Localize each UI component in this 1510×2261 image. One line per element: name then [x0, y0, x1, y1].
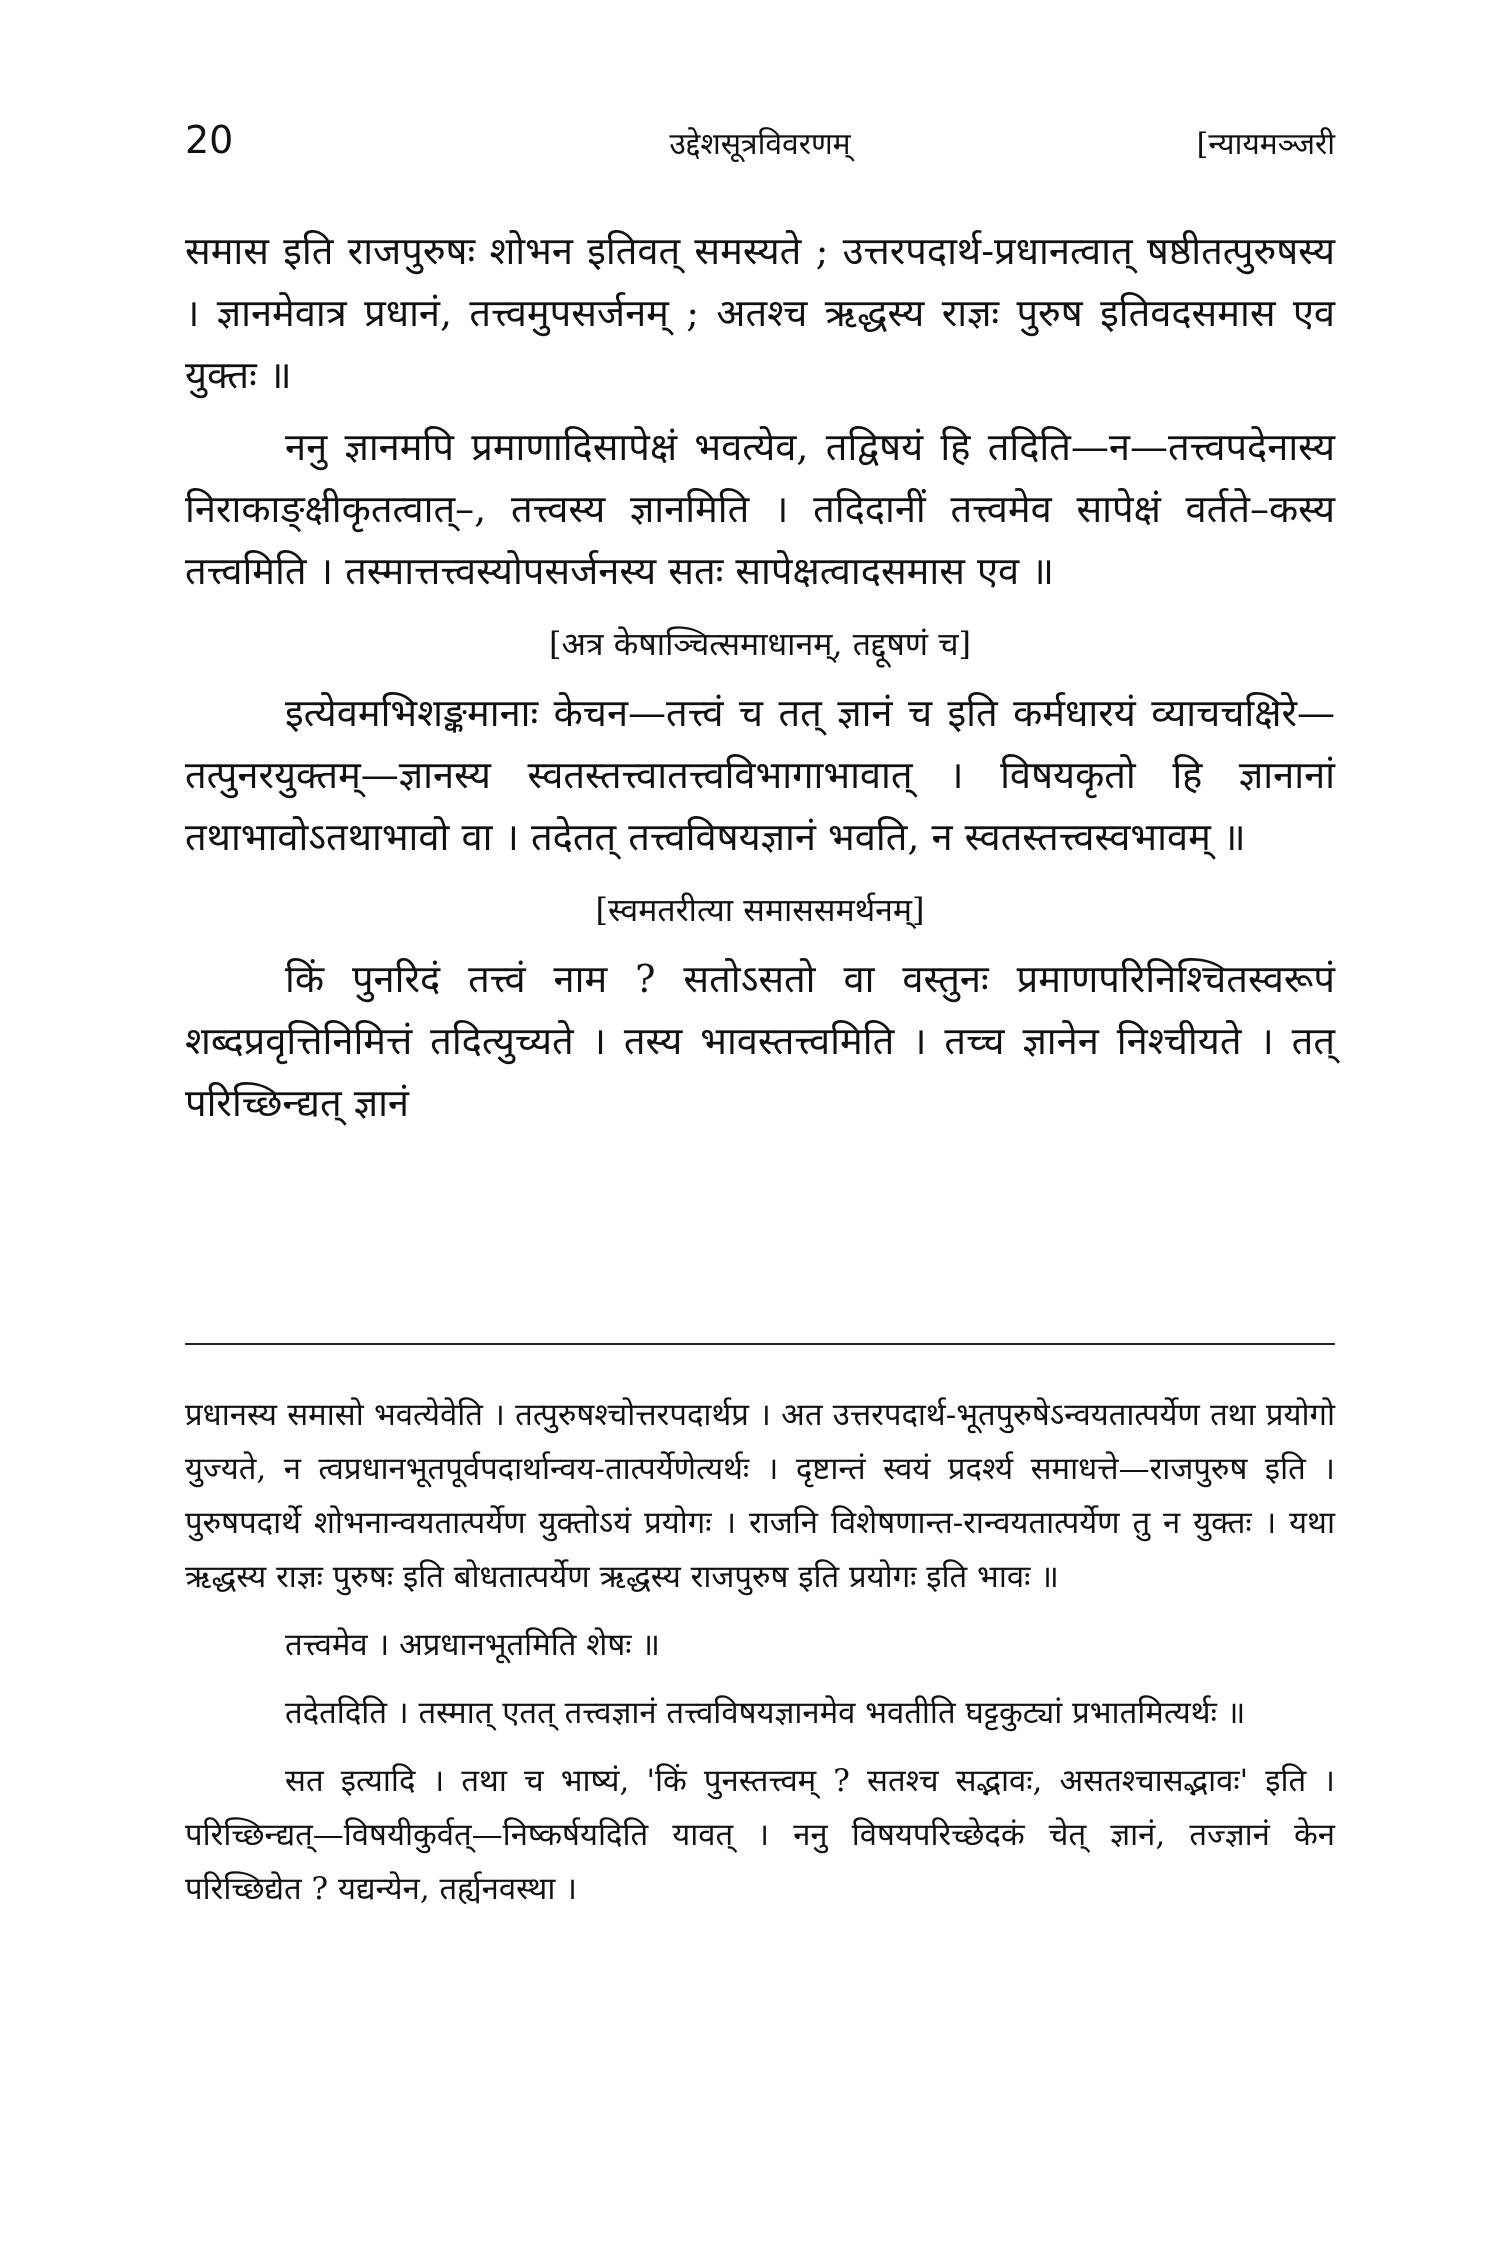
paragraph-3: इत्येवमभिशङ्कमानाः केचन—तत्त्वं च तत् ज्ञानं च इति कर्मधारयं व्याचचक्षिरे—तत्पुनरयुक्तम्—ज्ञानस्य स्वतस्तत्त्वातत्त्वविभागाभावात् । विषयकृतो हि ज्ञानानां तथाभावोऽतथाभावो वा । तदेतत् तत्त्वविषयज्ञानं भवति, न स्वतस्तत्त्वस्वभावम् ॥: [185, 691, 1335, 859]
note-1: प्रधानस्य समासो भवत्येवेति । तत्पुरुषश्चोत्तरपदार्थप्र । अत उत्तरपदार्थ-भूतपुरुषेऽन्वयतात्पर्येण तथा प्रयोगो युज्यते, न त्वप्रधानभूतपूर्वपदार्थान्वय-तात्पर्येणेत्यर्थः । दृष्टान्तं स्वयं प्रदर्श्य समाधत्ते—राजपुरुष इति । पुरुषपदार्थे शोभनान्वयतात्पर्येण युक्तोऽयं प्रयोगः । राजनि विशेषणान्त-रान्वयतात्पर्येण तु न युक्तः । यथा ऋद्धस्य राज्ञः पुरुषः इति बोधतात्पर्येण ऋद्धस्य राजपुरुष इति प्रयोगः इति भावः ॥: [185, 1397, 1335, 1595]
footnote-divider: [185, 1343, 1335, 1345]
book-title: [न्यायमञ्जरी: [1196, 127, 1335, 162]
section-heading-2: [स्वमतरीत्या समाससमर्थनम्]: [595, 891, 925, 929]
paragraph-1: समास इति राजपुरुषः शोभन इतिवत् समस्यते ; उत्तरपदार्थ-प्रधानत्वात् षष्ठीतत्पुरुषस्य । ज्ञानमेवात्र प्रधानं, तत्त्वमुपसर्जनम् ; अतश्च ऋद्धस्य राज्ञः पुरुष इतिवदसमास एव युक्तः ॥: [185, 229, 1335, 397]
section-heading-1: [अत्र केषाञ्चित्समाधानम्, तद्दूषणं च]: [548, 625, 972, 663]
page-header: [185, 118, 1335, 178]
paragraph-2: ननु ज्ञानमपि प्रमाणादिसापेक्षं भवत्येव, तद्विषयं हि तदिति—न—तत्त्वपदेनास्य निराकाङ्क्षीकृतत्वात्–, तत्त्वस्य ज्ञानमिति । तदिदानीं तत्त्वमेव सापेक्षं वर्तते–कस्य तत्त्वमिति । तस्मात्तत्त्वस्योपसर्जनस्य सतः सापेक्षत्वादसमास एव ॥: [185, 425, 1335, 593]
note-3: तदेतदिति । तस्मात् एतत् तत्त्वज्ञानं तत्त्वविषयज्ञानमेव भवतीति घट्टकुट्यां प्रभातमित्यर्थः ॥: [285, 1695, 1246, 1731]
note-4: सत इत्यादि । तथा च भाष्यं, 'किं पुनस्तत्त्वम् ? सतश्च सद्भावः, असतश्चासद्भावः' इति । परिच्छिन्द्यत्—विषयीकुर्वत्—निष्कर्षयदिति यावत् । ननु विषयपरिच्छेदकं चेत् ज्ञानं, तज्ज्ञानं केन परिच्छिद्येत ? यद्यन्येन, तर्ह्यनवस्था ।: [185, 1763, 1335, 1907]
commentary: [185, 1388, 1335, 1922]
note-2: तत्त्वमेव । अप्रधानभूतमिति शेषः ॥: [285, 1627, 660, 1663]
paragraph-4: किं पुनरिदं तत्त्वं नाम ? सतोऽसतो वा वस्तुनः प्रमाणपरिनिश्चितस्वरूपं शब्दप्रवृत्तिनिमित्तं तदित्युच्यते । तस्य भावस्तत्त्वमिति । तच्च ज्ञानेन निश्चीयते । तत् परिच्छिन्द्यत् ज्ञानं: [185, 957, 1335, 1125]
running-title: उद्देशसूत्रविवरणम्: [669, 127, 851, 162]
main-text: [185, 220, 1335, 1134]
page-number: 20: [185, 118, 234, 162]
